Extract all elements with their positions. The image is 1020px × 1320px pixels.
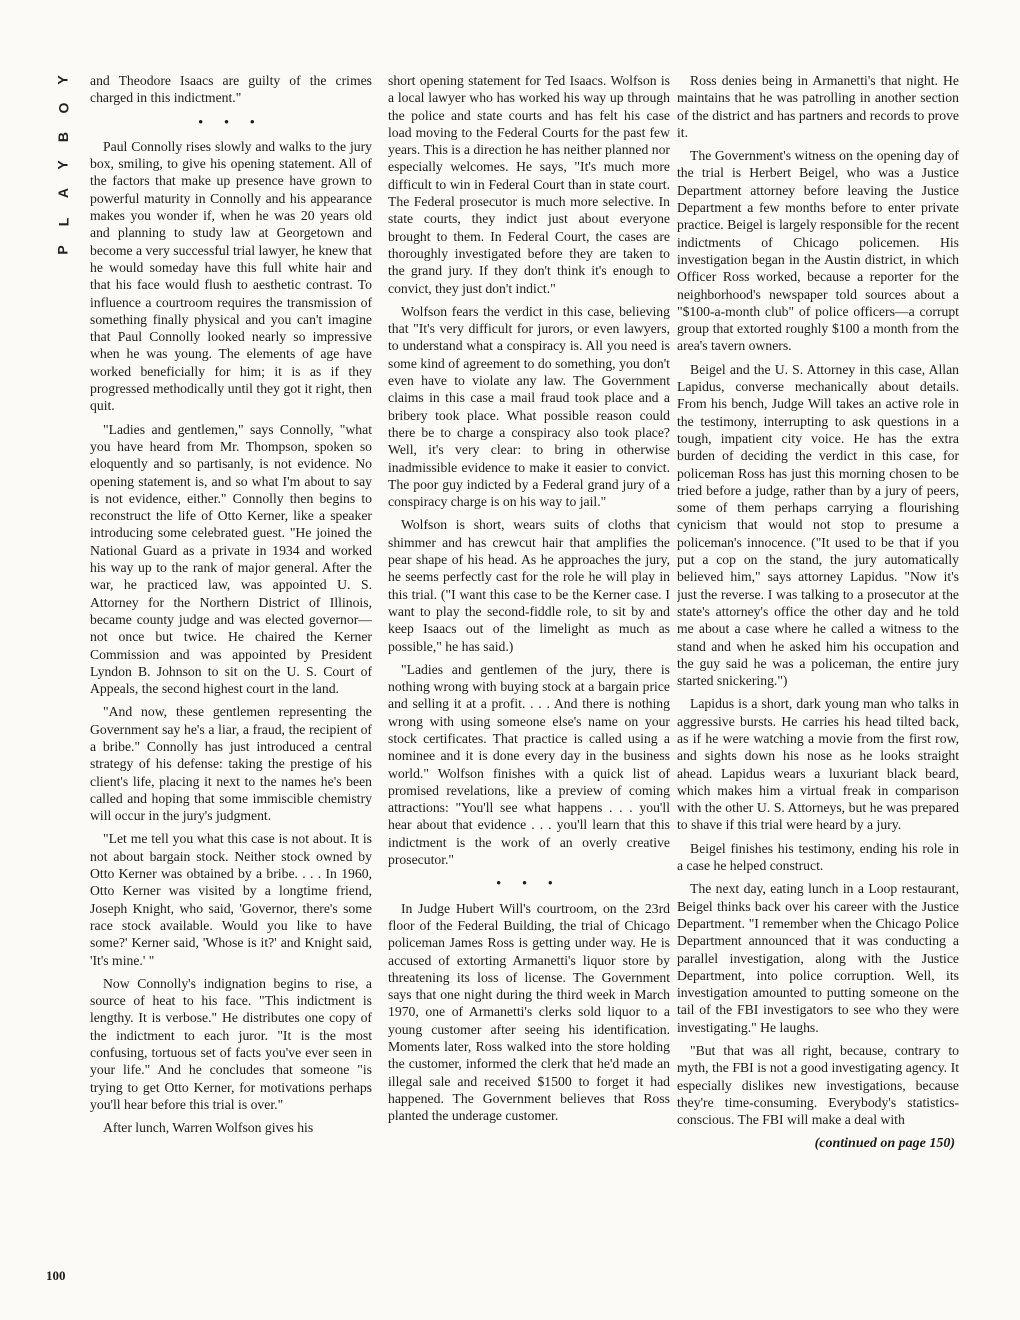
- masthead-letter: A: [55, 188, 71, 199]
- paragraph: The Government's witness on the opening day of the trial is Herbert Beigel, who was a Justice Department attorney before leaving the Justice Department a few months before to enter private practice. Beigel is largely responsible for the recent indictments of Chicago policemen. His investigation began in the Austin district, in which Officer Ross worked, because a reporter for the neighborhood's newspaper told sources about a "$100-a-month club" of police officers—a corrupt group that extorted roughly $100 a month from the area's tavern owners.: [677, 148, 959, 354]
- text-column-3: [677, 72, 959, 1284]
- masthead-letter: B: [55, 131, 71, 142]
- paragraph: Beigel and the U. S. Attorney in this case, Allan Lapidus, converse mechanically about details. From his bench, Judge Will takes an active role in the testimony, interrupting to ask questions in a tough, impatient city voice. He has the extra burden of deciding the verdict in this case, for policeman Ross has just this morning chosen to be tried before a judge, rather than by a jury of peers, some of them perhaps carrying a flourishing cynicism that would not stop to presume a policeman's innocence. ("It used to be that if you put a cop on the stand, the jury automatically believed him," says attorney Lapidus. "Now it's just the reverse. I was talking to a prosecutor at the state's attorney's office the other day and he told me about a case where he called a witness to the stand and when he asked him his occupation and the guy said he was a policeman, the entire jury started snickering."): [677, 361, 959, 689]
- paragraph: Lapidus is a short, dark young man who talks in aggressive bursts. He carries his head tilted back, as if he were watching a movie from the first row, and sights down his nose as he looks straight ahead. Lapidus wears a luxuriant black beard, which makes him a virtual freak in comparison with the other U. S. Attorneys, but he was prepared to shave if this trial were heard by a jury.: [677, 696, 959, 833]
- masthead-letter: L: [55, 217, 71, 226]
- paragraph: "But that was all right, because, contrary to myth, the FBI is not a good investigating agency. It especially dislikes new investigations, because they're time-consuming. Everybody's statistics-conscious. The FBI will make a deal with: [677, 1043, 959, 1128]
- paragraph: After lunch, Warren Wolfson gives his: [103, 1120, 314, 1136]
- paragraph: Wolfson is short, wears suits of cloths that shimmer and has crewcut hair that amplifies the pear shape of his head. As he approaches the jury, he seems perfectly cast for the role he will play in this trial. ("I want this case to be the Kerner case. I want to play the second-fiddle role, to sit by and keep Isaacs out of the limelight as much as possible," he has said.): [388, 517, 670, 654]
- paragraph: "Ladies and gentlemen," says Connolly, "what you have heard from Mr. Thompson, spoken so eloquently and so partisanly, is not evidence. No opening statement is, and so what I'm about to say is not evidence, either." Connolly then begins to reconstruct the life of Otto Kerner, like a speaker introducing some celebrated guest. "He joined the National Guard as a private in 1934 and worked his way up to the rank of major general. After the war, he practiced law, was appointed U. S. Attorney for the Northern District of Illinois, became county judge and was elected governor—not once but twice. He chaired the Kerner Commission and was appointed by President Lyndon B. Johnson to sit on the U. S. Court of Appeals, the second highest court in the land.: [90, 421, 372, 697]
- paragraph: "Let me tell you what this case is not about. It is not about bargain stock. Neither stock owned by Otto Kerner was obtained by a bribe. . . . In 1960, Otto Kerner was visited by a longtime friend, Joseph Knight, who said, 'Governor, there's some race stock available. Would you like to have some?' Kerner said, 'Whose is it?' and Knight said, 'It's mine.' ": [90, 831, 372, 968]
- page-number: 100: [46, 1268, 66, 1283]
- masthead-letter: P: [55, 245, 71, 255]
- paragraph: "And now, these gentlemen representing the Government say he's a liar, a fraud, the recipient of a bribe." Connolly has just introduced a central strategy of his defense: taking the prestige of his client's life, placing it next to the names he's been called and hoping that some immiscible chemistry will occur in the jury's judgment.: [90, 704, 372, 824]
- playboy-masthead: [50, 70, 76, 260]
- paragraph: Wolfson fears the verdict in this case, believing that "It's very difficult for jurors, or even lawyers, to understand what a conspiracy is. All you need is some kind of agreement to do something, you don't even have to violate any law. The Government claims in this case a mail fraud took place and a bribery took place. What possible reason could there be to charge a conspiracy also took place? Well, it's very clear: to bring in otherwise inadmissible evidence to make it easier to convict. The poor guy indicted by a Federal grand jury of a conspiracy charge is on his way to jail.": [388, 303, 670, 510]
- continued-note: (continued on page 150): [814, 1135, 955, 1151]
- paragraph: Paul Connolly rises slowly and walks to the jury box, smiling, to give his opening statement. All of the factors that make up presence have grown to powerful maturity in Connolly and his appearance makes you wonder if, when he was 20 years old and planning to study law at Georgetown and become a very successful trial lawyer, he knew that he would someday have this full white hair and that his face would flush to aesthetic contrast. To influence a courtroom requires the transmission of something finally physical and you can't imagine that Paul Connolly looked nearly so impressive when he was young. The elements of age have worked beneficially for him; it is as if they progressed methodically until they got it right, then quit.: [90, 138, 372, 414]
- paragraph: Ross denies being in Armanetti's that night. He maintains that he was patrolling in another section of the district and has partners and records to prove it.: [677, 73, 959, 140]
- paragraph: and Theodore Isaacs are guilty of the crimes charged in this indictment.": [90, 73, 372, 106]
- masthead-letter: O: [54, 102, 71, 114]
- section-separator: • • •: [198, 113, 264, 129]
- section-separator: • • •: [496, 875, 562, 891]
- masthead-letter: Y: [55, 160, 71, 170]
- paragraph: The next day, eating lunch in a Loop restaurant, Beigel thinks back over his career with the Justice Department. "I remember when the Chicago Police Department announced that it was conducting a parallel investigation, along with the Justice Department, into police corruption. Well, its investigation amounted to putting someone on the tail of the FBI investigators to see who they were investigating." He laughs.: [677, 881, 959, 1035]
- paragraph: Beigel finishes his testimony, ending his role in a case he helped construct.: [677, 840, 959, 874]
- paragraph: short opening statement for Ted Isaacs. Wolfson is a local lawyer who has worked his way up through the police and state courts and has felt his case load moving to the Federal Courts for the past few years. This is a direction he has neither planned nor especially welcomes. He says, "It's much more difficult to win in Federal Court than in state court. The Federal prosecutor is much more selective. In state courts, they indict just about everyone brought to them. In Federal Court, the cases are thoroughly investigated before they are taken to the grand jury. If they don't think it's enough to convict, they just don't indict.": [388, 73, 670, 296]
- paragraph: In Judge Hubert Will's courtroom, on the 23rd floor of the Federal Building, the trial of Chicago policeman James Ross is getting under way. He is accused of extorting Armanetti's liquor store by threatening its loss of license. The Government says that one night during the third week in March 1970, one of Armanetti's clerks sold liquor to a young customer after seeing his identification. Moments later, Ross walked into the store holding the customer, informed the clerk that he'd made an illegal sale and received $1500 to forget it had happened. The Government believes that Ross planted the underage customer.: [388, 900, 670, 1124]
- masthead-letter: Y: [55, 75, 71, 85]
- paragraph: Now Connolly's indignation begins to rise, a source of heat to his face. "This indictment is lengthy. It is verbose." He distributes one copy of the indictment to each juror. "It is the most confusing, tortuous set of facts you've ever seen in your life." And he concludes that someone "is trying to get Otto Kerner, for motivations perhaps you'll hear before this trial is over.": [90, 975, 372, 1112]
- paragraph: "Ladies and gentlemen of the jury, there is nothing wrong with buying stock at a bargain price and selling it at a profit. . . . And there is nothing wrong with using someone else's name on your stock certificates. That practice is called using a nominee and it is done every day in the business world." Wolfson finishes with a quick list of promised revelations, like a preview of coming attractions: "You'll see what happens . . . you'll hear about that evidence . . . you'll learn that this indictment is the work of an overly creative prosecutor.": [388, 661, 670, 868]
- text-column-2: [388, 72, 670, 1284]
- text-column-1: [90, 72, 372, 1284]
